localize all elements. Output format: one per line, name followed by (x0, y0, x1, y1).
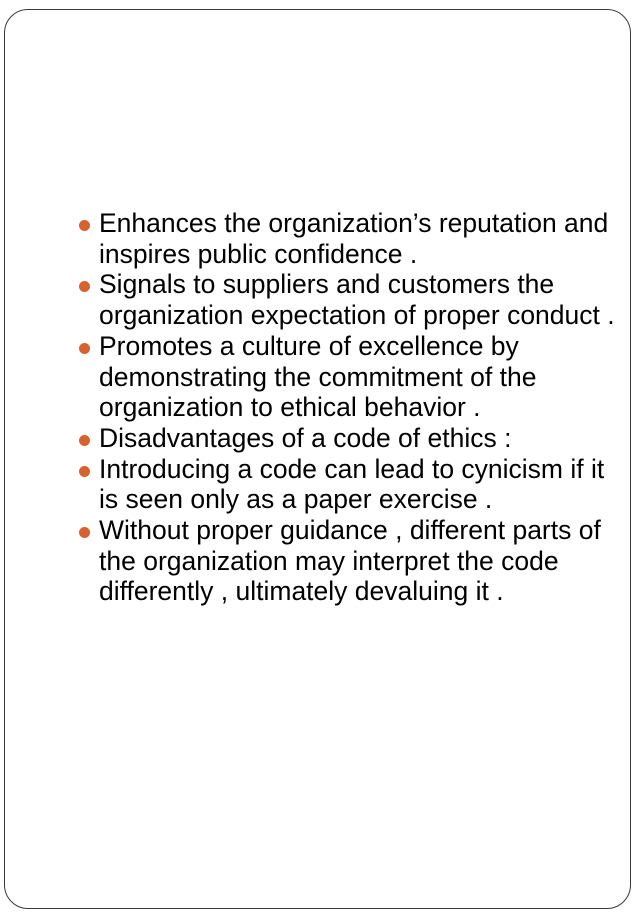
bullet-item (75, 423, 615, 454)
bullet-text: Disadvantages of a code of ethics : (99, 422, 512, 453)
bullet-item (75, 515, 615, 607)
bullet-text: Signals to suppliers and customers the organization expectation of proper conduct . (99, 269, 615, 331)
bullet-list (75, 208, 615, 607)
bullet-text: Without proper guidance , different parts of the organization may interpret the code differently , ultimately devaluing it . (99, 515, 601, 607)
bullet-text: Promotes a culture of excellence by demonstrating the commitment of the organization to ethical behavior . (99, 330, 537, 423)
bullet-text: Enhances the organization’s reputation and inspires public confidence . (99, 208, 609, 269)
bullet-dot-icon (79, 281, 90, 292)
bullet-dot-icon (79, 435, 90, 446)
bullet-item (75, 331, 615, 423)
bullet-item (75, 208, 615, 269)
bullet-dot-icon (79, 343, 90, 354)
bullet-dot-icon (79, 220, 90, 231)
bullet-dot-icon (79, 527, 90, 538)
bullet-item (75, 454, 615, 515)
slide-frame (4, 9, 631, 909)
bullet-dot-icon (79, 466, 90, 477)
bullet-text: Introducing a code can lead to cynicism if it is seen only as a paper exercise . (99, 453, 605, 515)
bullet-item (75, 269, 615, 330)
